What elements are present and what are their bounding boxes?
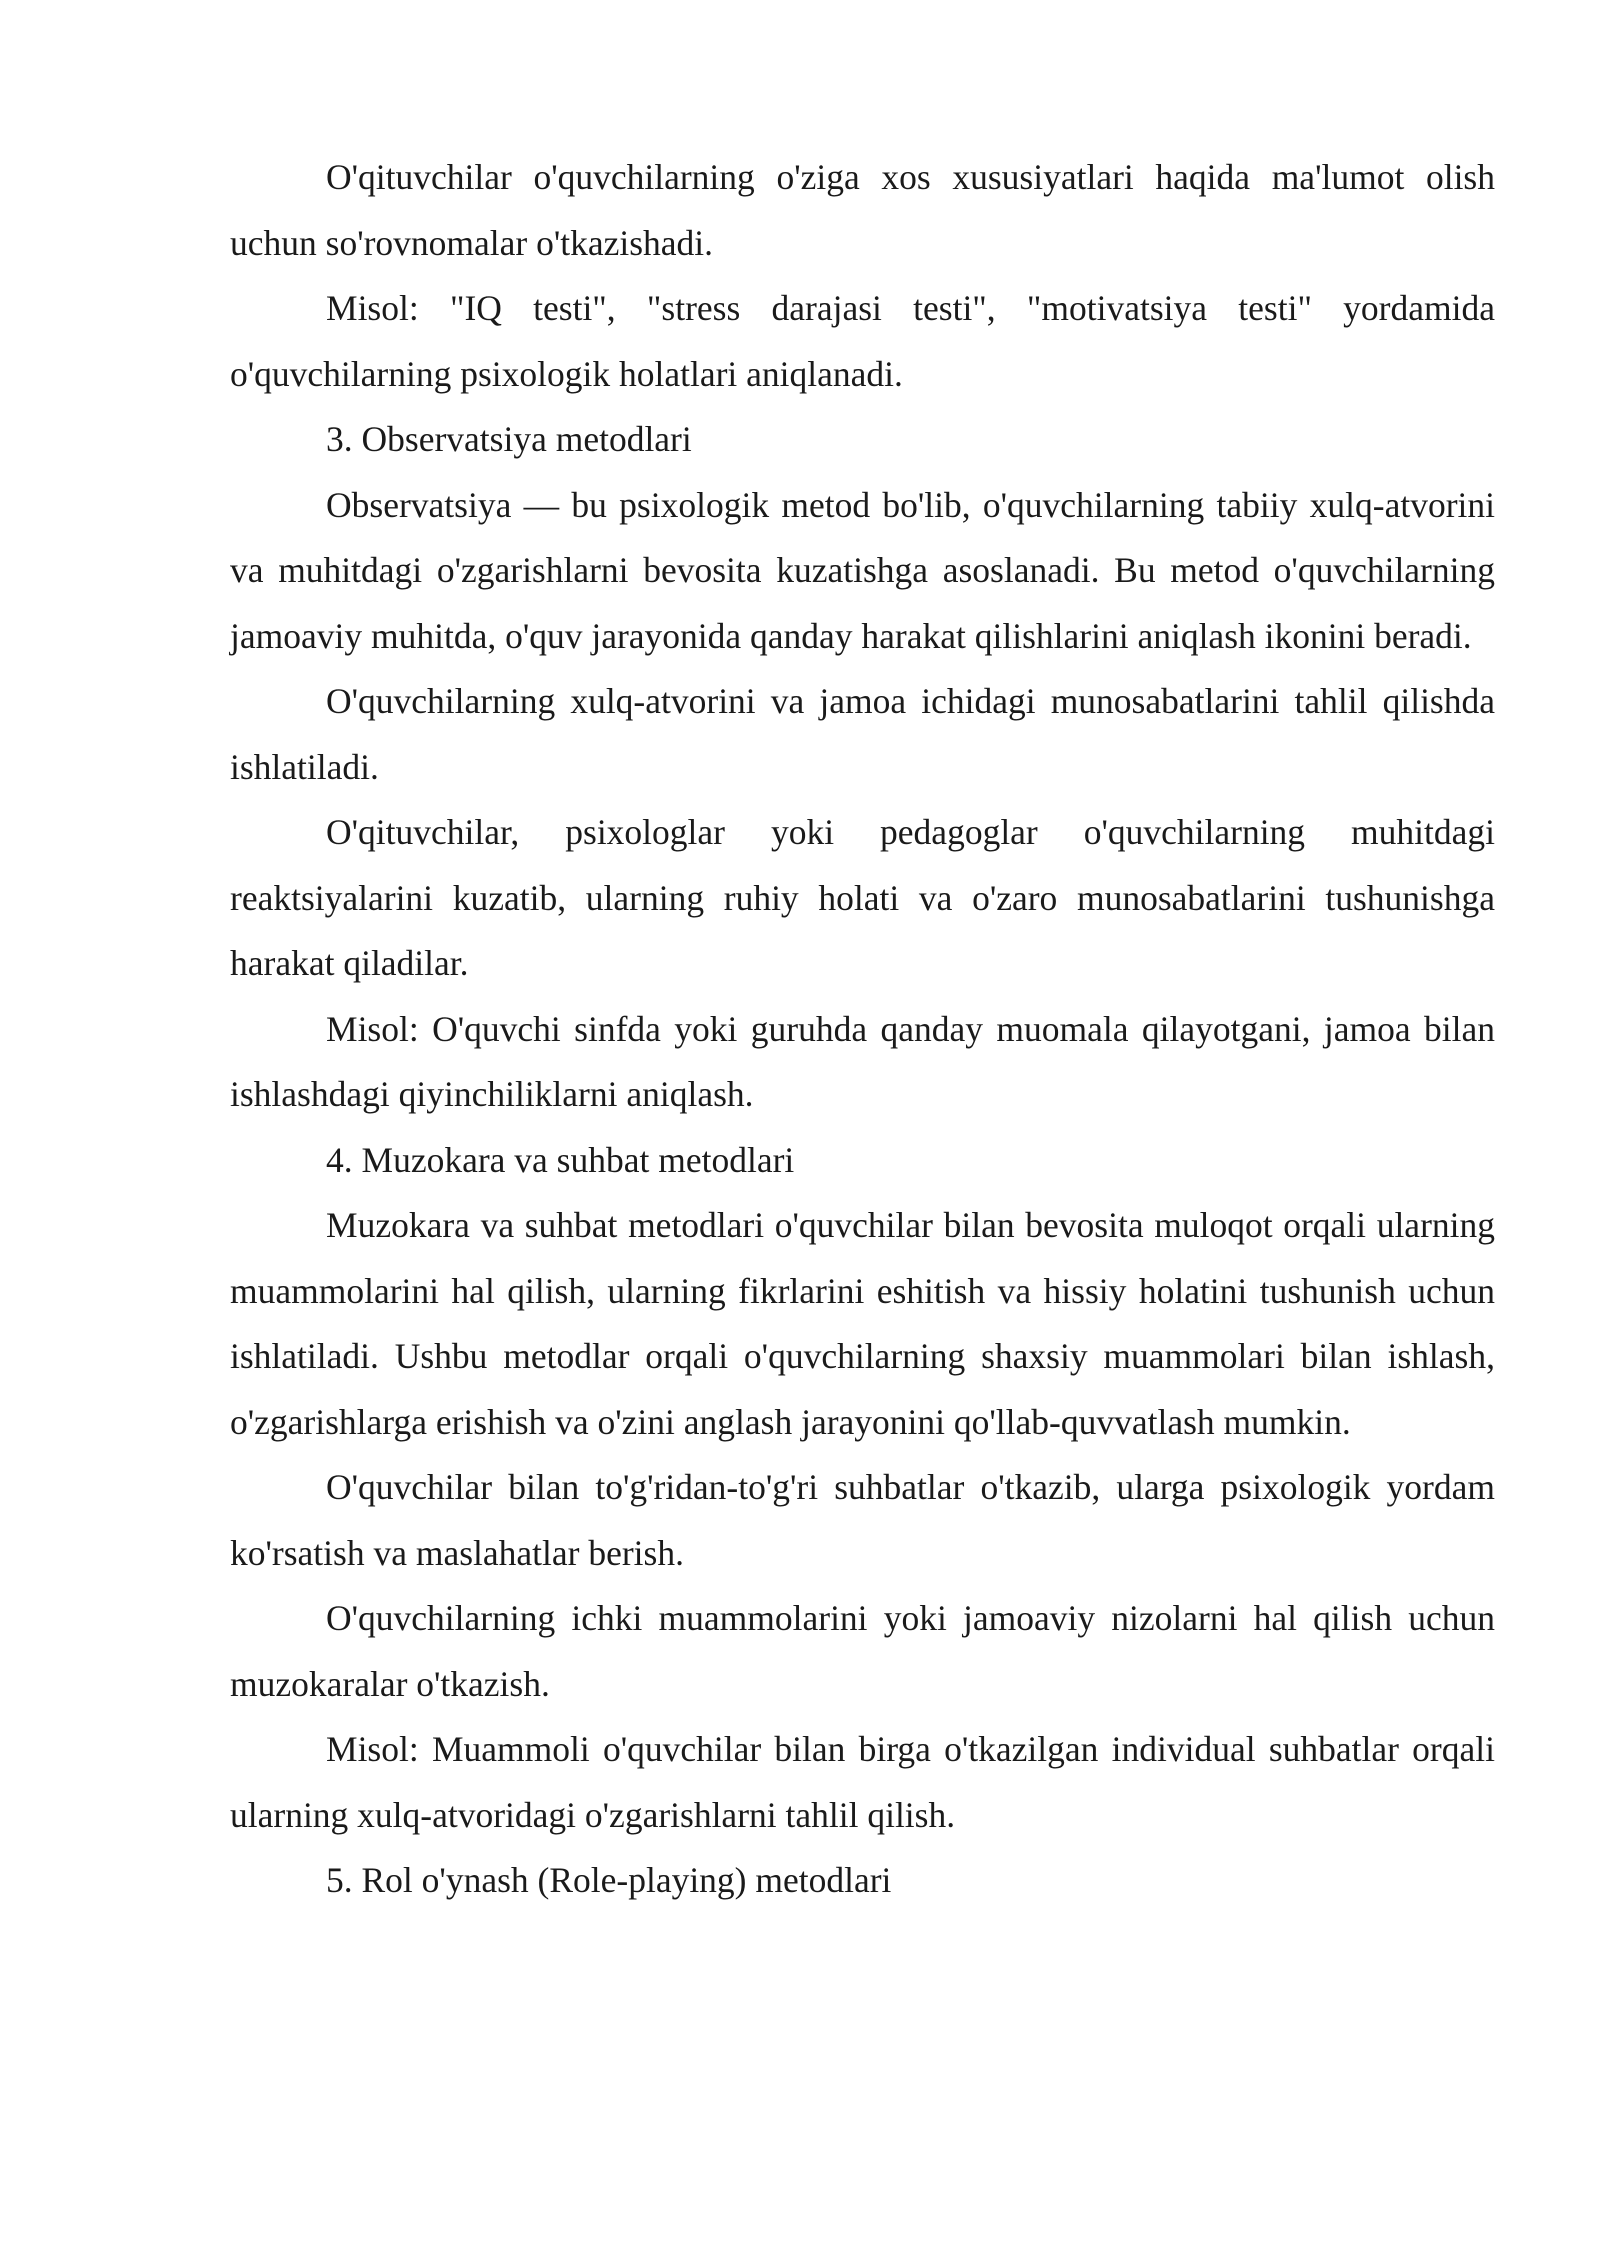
paragraph-survey-example: Misol: "IQ testi", "stress darajasi testi", "motivatsiya testi" yordamida o'quvchilarning psixologik holatlari aniqlanadi. [230,288,1495,394]
heading-role-playing-methods: 5. Rol o'ynash (Role-playing) metodlari [326,1860,892,1900]
paragraph-observation-use: O'quvchilarning xulq-atvorini va jamoa ichidagi munosabatlarini tahlil qilishda ishlatiladi. [230,681,1495,787]
heading-observation-methods: 3. Observatsiya metodlari [326,419,692,459]
document-body [230,145,1495,1914]
paragraph-observation-definition: Observatsiya — bu psixologik metod bo'lib, o'quvchilarning tabiiy xulq-atvorini va muhitdagi o'zgarishlarni bevosita kuzatishga asoslanadi. Bu metod o'quvchilarning jamoaviy muhitda, o'quv jarayonida qanday harakat qilishlarini aniqlash ikonini beradi. [230,484,1495,656]
paragraph-survey-intro: O'qituvchilar o'quvchilarning o'ziga xos xususiyatlari haqida ma'lumot olish uchun so'rovnomalar o'tkazishadi. [230,157,1495,263]
paragraph-observation-practice: O'qituvchilar, psixologlar yoki pedagoglar o'quvchilarning muhitdagi reaktsiyalarini kuzatib, ularning ruhiy holati va o'zaro munosabatlarini tushunishga harakat qiladilar. [230,812,1495,983]
paragraph-discussion-definition: Muzokara va suhbat metodlari o'quvchilar bilan bevosita muloqot orqali ularning muammolarini hal qilish, ularning fikrlarini eshitish va hissiy holatini tushunish uchun ishlatiladi. Ushbu metodlar orqali o'quvchilarning shaxsiy muammolari bilan ishlash, o'zgarishlarga erishish va o'zini anglash jarayonini qo'llab-quvvatlash mumkin. [230,1205,1495,1442]
heading-discussion-methods: 4. Muzokara va suhbat metodlari [326,1139,795,1180]
paragraph-discussion-example: Misol: Muammoli o'quvchilar bilan birga o'tkazilgan individual suhbatlar orqali ularning xulq-atvoridagi o'zgarishlarni tahlil qilish. [230,1729,1495,1835]
paragraph-discussion-conversations: O'quvchilar bilan to'g'ridan-to'g'ri suhbatlar o'tkazib, ularga psixologik yordam ko'rsatish va maslahatlar berish. [230,1467,1495,1573]
paragraph-observation-example: Misol: O'quvchi sinfda yoki guruhda qanday muomala qilayotgani, jamoa bilan ishlashdagi qiyinchiliklarni aniqlash. [230,1008,1495,1114]
paragraph-discussion-negotiations: O'quvchilarning ichki muammolarini yoki jamoaviy nizolarni hal qilish uchun muzokaralar o'tkazish. [230,1598,1495,1704]
